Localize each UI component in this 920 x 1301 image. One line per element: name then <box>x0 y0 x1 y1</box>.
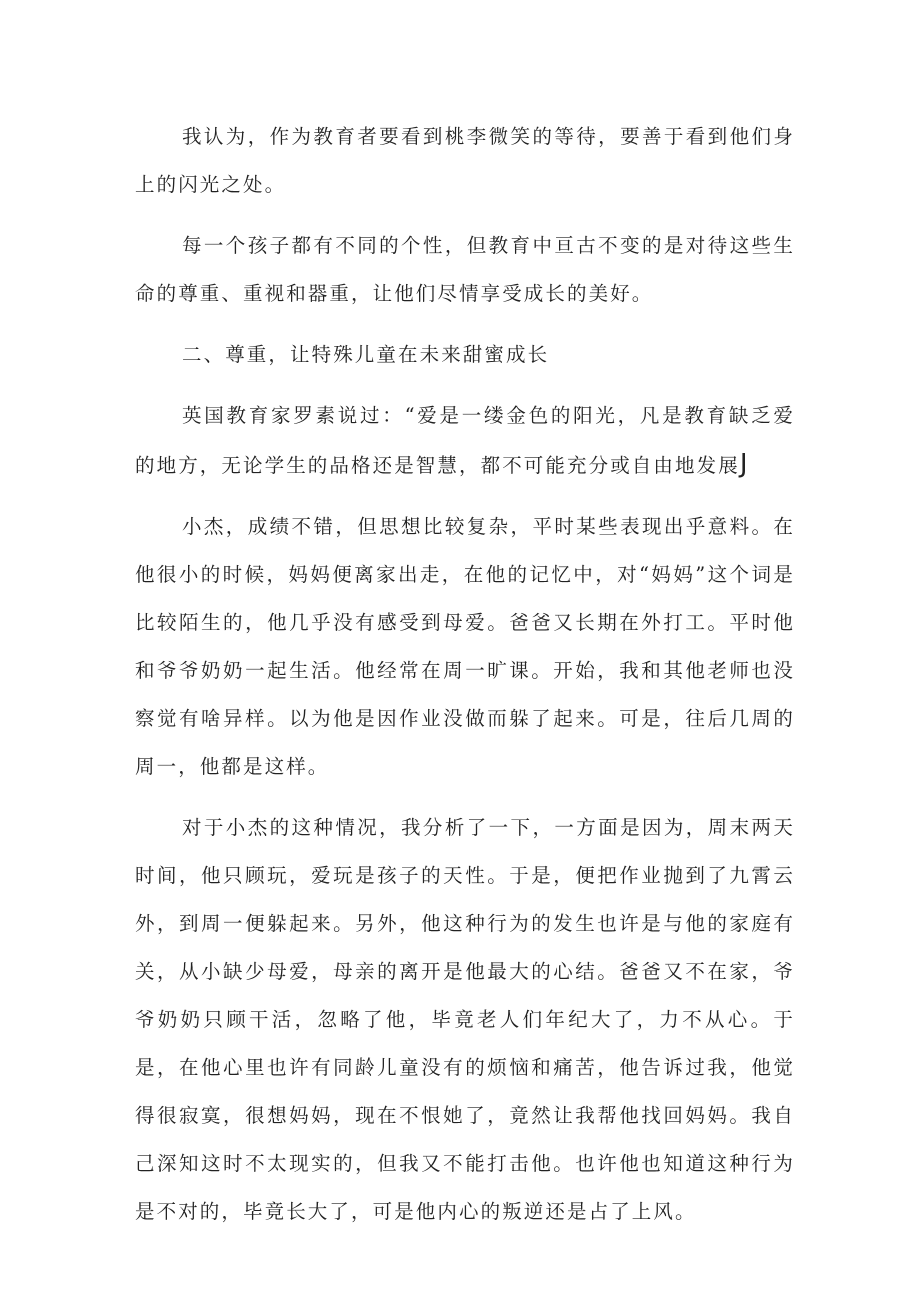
paragraph-analysis: 对于小杰的这种情况，我分析了一下，一方面是因为，周末两天时间，他只顾玩，爱玩是孩子的天性。于是，便把作业抛到了九霄云外，到周一便躲起来。另外，他这种行为的发生也许是与他的家庭有关，从小缺少母爱，母亲的离开是他最大的心结。爸爸又不在家，爷爷奶奶只顾干活，忽略了他，毕竟老人们年纪大了，力不从心。于是，在他心里也许有同龄儿童没有的烦恼和痛苦，他告诉过我，他觉得很寂寞，很想妈妈，现在不恨她了，竟然让我帮他找回妈妈。我自己深知这时不太现实的，但我又不能打击他。也许他也知道这种行为是不对的，毕竟长大了，可是他内心的叛逆还是占了上风。 <box>135 816 795 1223</box>
paragraph-russell-quote <box>135 392 795 490</box>
document-body <box>135 113 795 1249</box>
russell-quote-text: 英国教育家罗素说过：“爱是一缕金色的阳光，凡是教育缺乏爱的地方，无论学生的品格还是智慧，都不可能充分或自由地发展 <box>135 404 795 477</box>
section-heading-respect: 二、尊重，让特殊儿童在未来甜蜜成长 <box>182 343 550 366</box>
paragraph-respect-life: 每一个孩子都有不同的个性，但教育中亘古不变的是对待这些生命的尊重、重视和器重，让他们尽情享受成长的美好。 <box>135 234 795 305</box>
quote-end-glyph: J <box>739 449 748 479</box>
paragraph-educator-view: 我认为，作为教育者要看到桃李微笑的等待，要善于看到他们身上的闪光之处。 <box>135 125 795 196</box>
paragraph-xiaojie-background: 小杰，成绩不错，但思想比较复杂，平时某些表现出乎意料。在他很小的时候，妈妈便离家出走，在他的记忆中，对“妈妈”这个词是比较陌生的，他几乎没有感受到母爱。爸爸又长期在外打工。平时他和爷爷奶奶一起生活。他经常在周一旷课。开始，我和其他老师也没察觉有啥异样。以为他是因作业没做而躲了起来。可是，往后几周的周一，他都是这样。 <box>135 515 795 778</box>
